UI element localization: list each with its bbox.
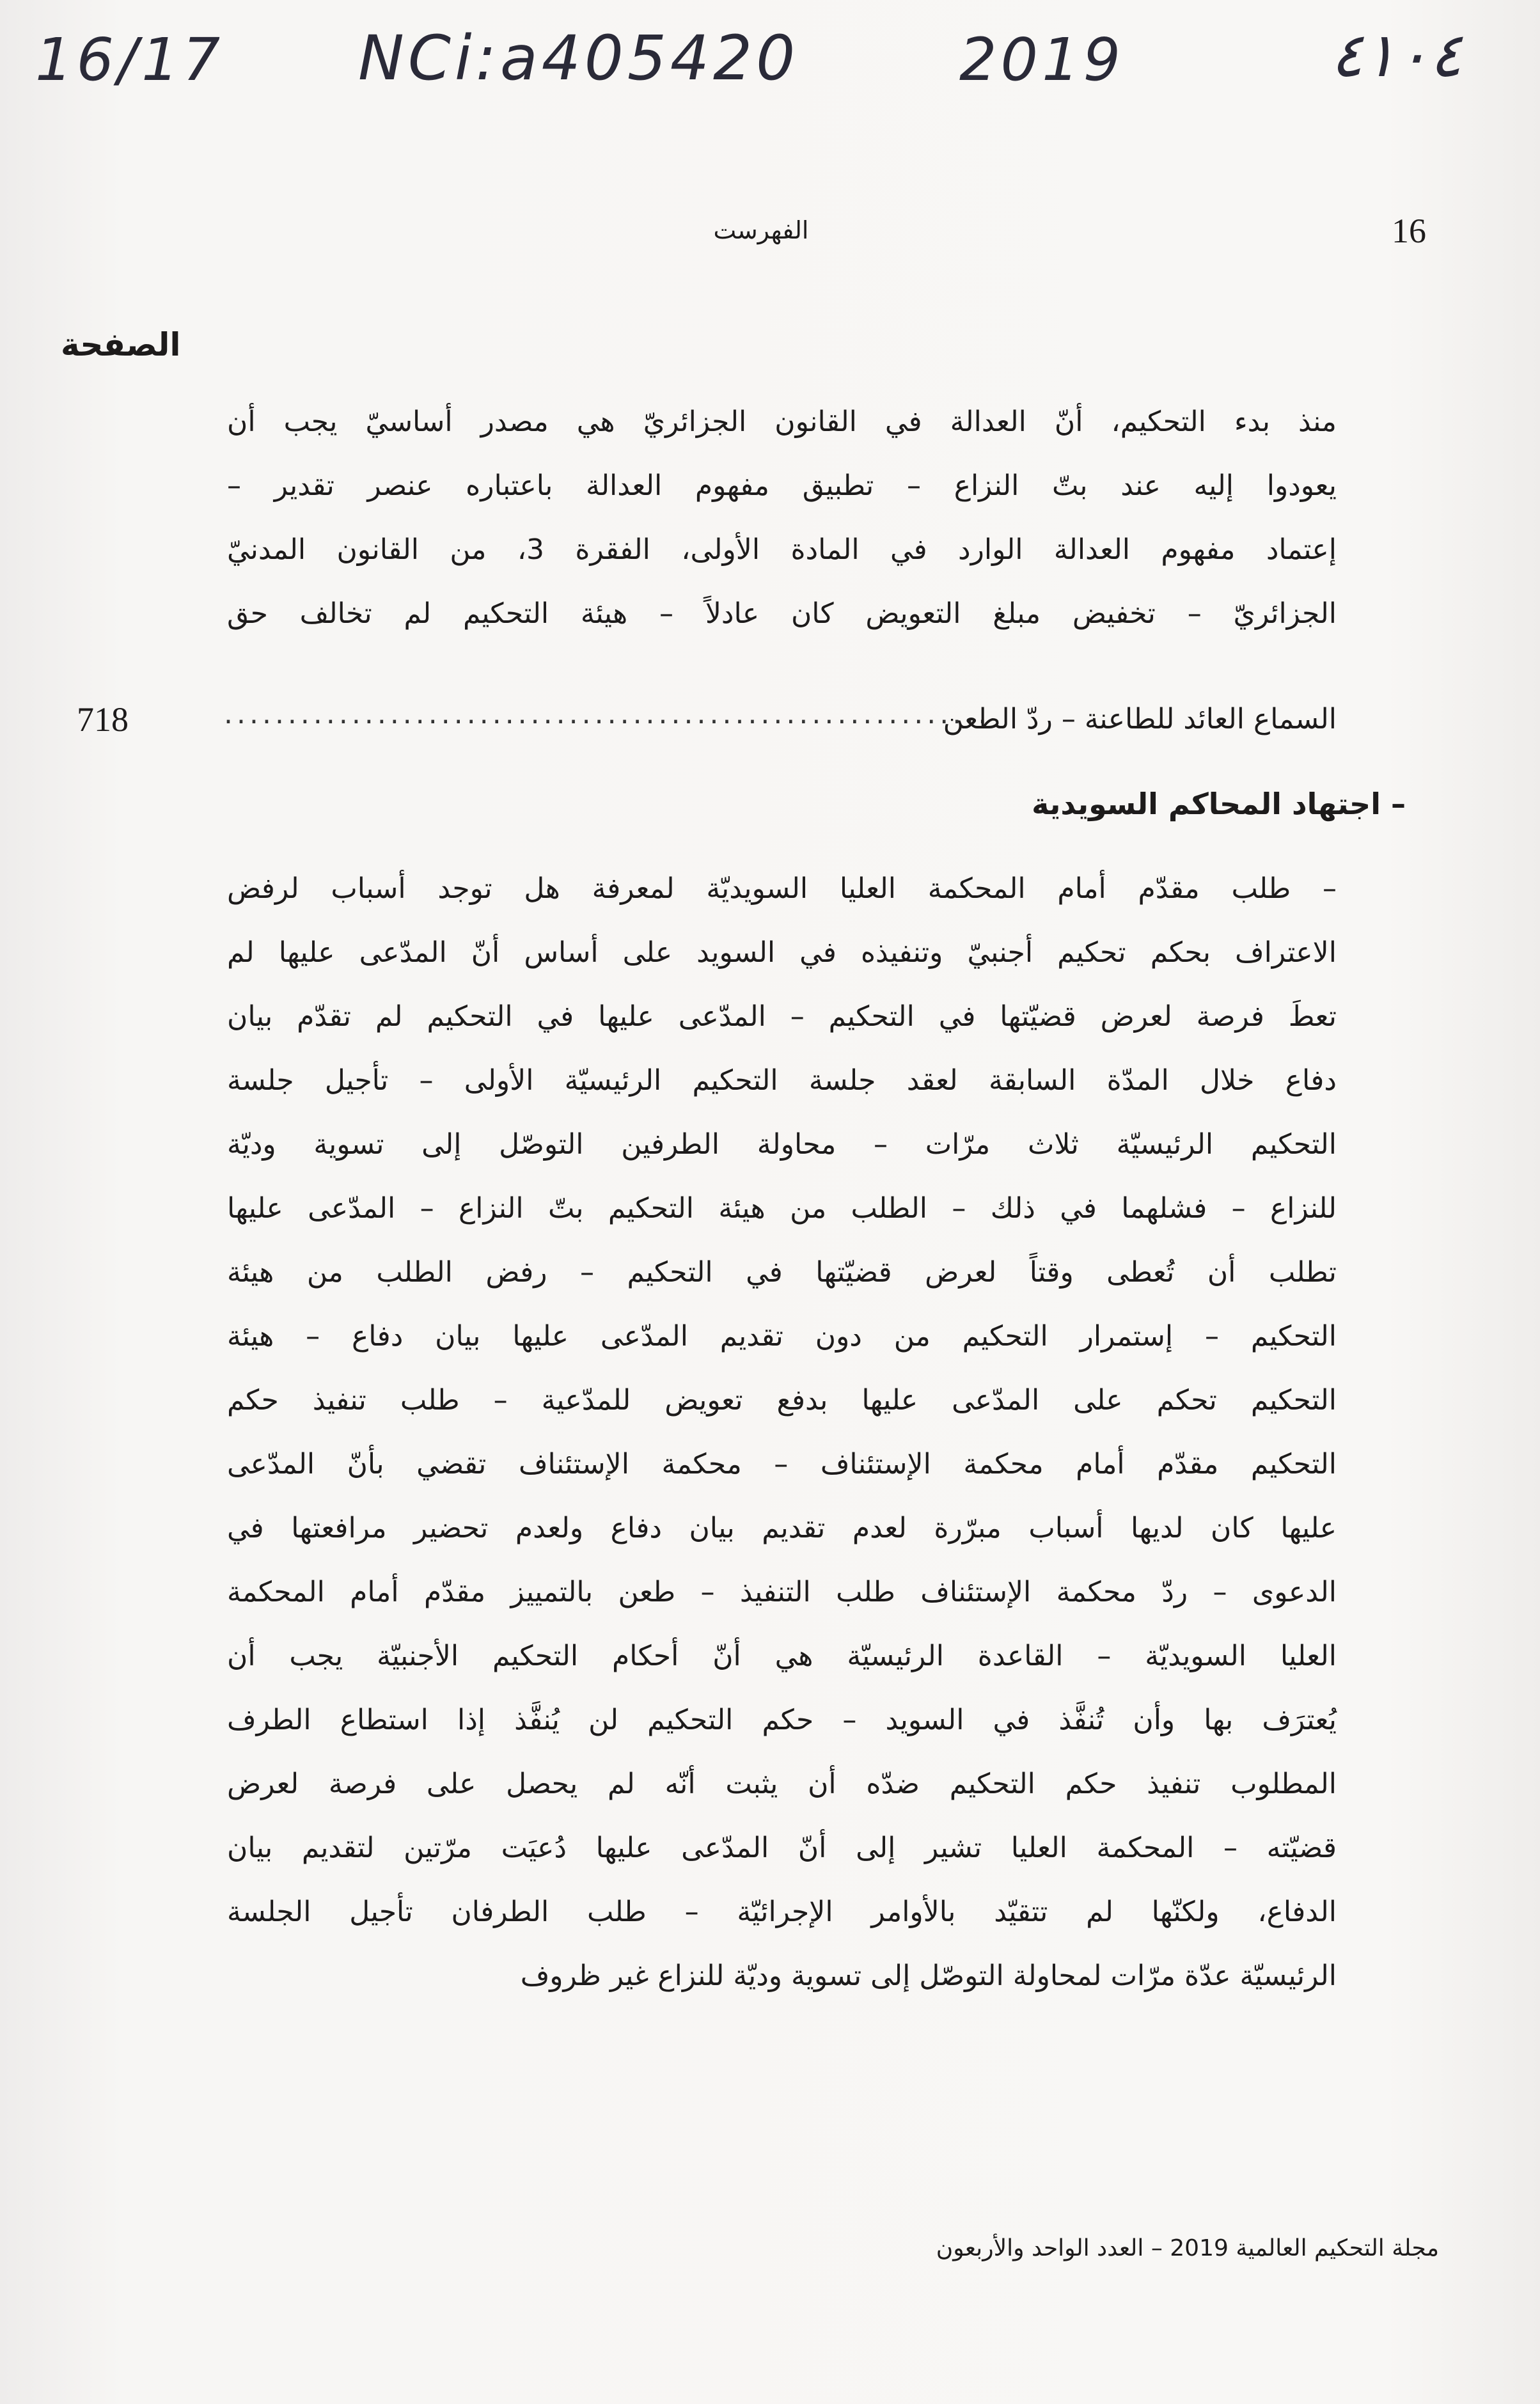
entry-line: عليها كان لديها أسباب مبرّرة لعدم تقديم بيان دفاع ولعدم تحضير مرافعتها في xyxy=(227,1512,1337,1544)
entry-line: المطلوب تنفيذ حكم التحكيم ضدّه أن يثبت أنّه لم يحصل على فرصة لعرض xyxy=(227,1768,1337,1800)
entry-line: التحكيم مقدّم أمام محكمة الإستئناف – محكمة الإستئناف تقضي بأنّ المدّعى xyxy=(227,1448,1337,1481)
entry-line: السماع العائد للطاعنة – ردّ الطعن xyxy=(943,703,1337,735)
page-number: 16 xyxy=(1392,212,1426,250)
entry-line: دفاع خلال المدّة السابقة لعقد جلسة التحكيم الرئيسيّة الأولى – تأجيل جلسة xyxy=(227,1064,1337,1097)
running-title: الفهرست xyxy=(713,216,809,244)
handwritten-page-range: 16/17 xyxy=(35,26,224,94)
entry-line: الدعوى – ردّ محكمة الإستئناف طلب التنفيذ – طعن بالتمييز مقدّم أمام المحكمة xyxy=(227,1576,1337,1608)
entry-line: الاعتراف بحكم تحكيم أجنبيّ وتنفيذه في السويد على أساس أنّ المدّعى عليها لم xyxy=(227,936,1337,969)
running-header xyxy=(96,211,1426,256)
entry-line: الرئيسيّة عدّة مرّات لمحاولة التوصّل إلى تسوية وديّة للنزاع غير ظروف xyxy=(520,1960,1337,1992)
handwritten-shelf-mark: ٤١٠٤ xyxy=(1330,19,1463,91)
entry-line: قضيّته – المحكمة العليا تشير إلى أنّ المدّعى عليها دُعيَت مرّتين لتقديم بيان xyxy=(227,1832,1337,1864)
page-column-heading: الصفحة xyxy=(61,326,181,363)
entry-line: للنزاع – فشلهما في ذلك – الطلب من هيئة التحكيم بتّ النزاع – المدّعى عليها xyxy=(227,1192,1337,1225)
entry-line: – طلب مقدّم أمام المحكمة العليا السويديّة لمعرفة هل توجد أسباب لرفض xyxy=(227,872,1337,905)
entry-line: منذ بدء التحكيم، أنّ العدالة في القانون الجزائريّ هي مصدر أساسيّ يجب أن xyxy=(227,405,1337,438)
entry-line: الجزائريّ – تخفيض مبلغ التعويض كان عادلاً – هيئة التحكيم لم تخالف حق xyxy=(227,597,1337,630)
index-entry-1-final-line xyxy=(77,687,1337,751)
entry-line: العليا السويديّة – القاعدة الرئيسيّة هي أنّ أحكام التحكيم الأجنبيّة يجب أن xyxy=(227,1640,1337,1672)
entry-page-reference: 718 xyxy=(77,700,129,739)
index-entry-2 xyxy=(227,857,1337,2008)
journal-footer: مجلة التحكيم العالمية 2019 – العدد الواحد والأربعون xyxy=(936,2235,1439,2261)
handwritten-catalog-number: NCi:a405420 xyxy=(358,22,799,94)
index-entry-1 xyxy=(227,390,1337,646)
entry-line: الدفاع، ولكنّها لم تتقيّد بالأوامر الإجرائيّة – طلب الطرفان تأجيل الجلسة xyxy=(227,1896,1337,1928)
entry-line: إعتماد مفهوم العدالة الوارد في المادة الأولى، الفقرة 3، من القانون المدنيّ xyxy=(227,533,1337,566)
entry-line: يعودوا إليه عند بتّ النزاع – تطبيق مفهوم العدالة باعتباره عنصر تقدير – xyxy=(227,469,1337,502)
entry-line: تطلب أن تُعطى وقتاً لعرض قضيّتها في التحكيم – رفض الطلب من هيئة xyxy=(227,1256,1337,1289)
entry-line: التحكيم تحكم على المدّعى عليها بدفع تعويض للمدّعية – طلب تنفيذ حكم xyxy=(227,1384,1337,1417)
section-heading: – اجتهاد المحاكم السويدية xyxy=(1032,787,1406,821)
entry-line: يُعترَف بها وأن تُنفَّذ في السويد – حكم التحكيم لن يُنفَّذ إذا استطاع الطرف xyxy=(227,1704,1337,1736)
entry-line: التحكيم – إستمرار التحكيم من دون تقديم المدّعى عليها بيان دفاع – هيئة xyxy=(227,1320,1337,1353)
entry-line: تعطَ فرصة لعرض قضيّتها في التحكيم – المدّعى عليها في التحكيم لم تقدّم بيان xyxy=(227,1000,1337,1033)
handwritten-year: 2019 xyxy=(959,26,1125,94)
dot-leader: ............................................................ xyxy=(224,698,991,730)
entry-line: التحكيم الرئيسيّة ثلاث مرّات – محاولة الطرفين التوصّل إلى تسوية وديّة xyxy=(227,1128,1337,1161)
